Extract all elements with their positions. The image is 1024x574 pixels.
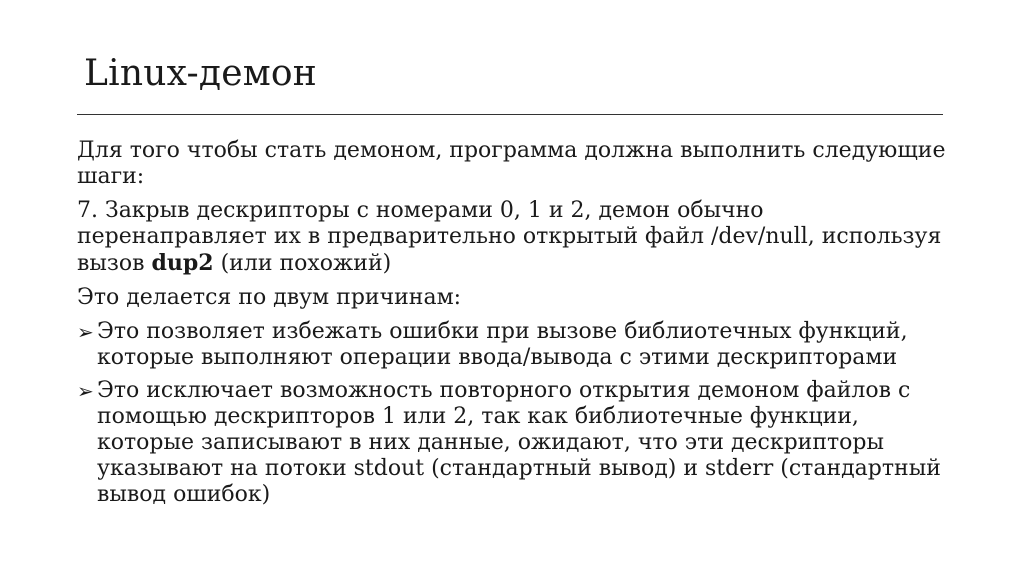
title-divider bbox=[77, 114, 943, 115]
bullet-text: Это позволяет избежать ошибки при вызове библиотечных функций, которые выполняют операции ввода/вывода с этими дескрипторами bbox=[97, 319, 908, 370]
bullet-text: Это исключает возможность повторного открытия демоном файлов с помощью дескрипторов 1 или 2, так как библиотечные функции, которые записывают в них данные, ожидают, что эти дескрипторы указывают на потоки stdout (стандартный вывод) и stderr (стандартный вывод ошибок) bbox=[97, 378, 941, 507]
slide-content bbox=[77, 138, 957, 515]
step-text-bold: dup2 bbox=[151, 250, 214, 276]
slide-title: Linux-демон bbox=[84, 53, 317, 94]
reasons-intro: Это делается по двум причинам: bbox=[77, 285, 462, 310]
bullet-item bbox=[77, 319, 957, 371]
step-text-before: 7. Закрыв дескрипторы с номерами 0, 1 и 2, демон обычно перенаправляет их в предварительно открытый файл /dev/null, используя вызов bbox=[77, 198, 942, 276]
step-paragraph bbox=[77, 198, 957, 277]
step-text-after: (или похожий) bbox=[213, 251, 392, 276]
bullet-item bbox=[77, 378, 957, 508]
intro-paragraph: Для того чтобы стать демоном, программа должна выполнить следующие шаги: bbox=[77, 138, 946, 189]
arrow-bullet-icon: ➢ bbox=[77, 320, 94, 344]
arrow-bullet-icon: ➢ bbox=[77, 379, 94, 403]
